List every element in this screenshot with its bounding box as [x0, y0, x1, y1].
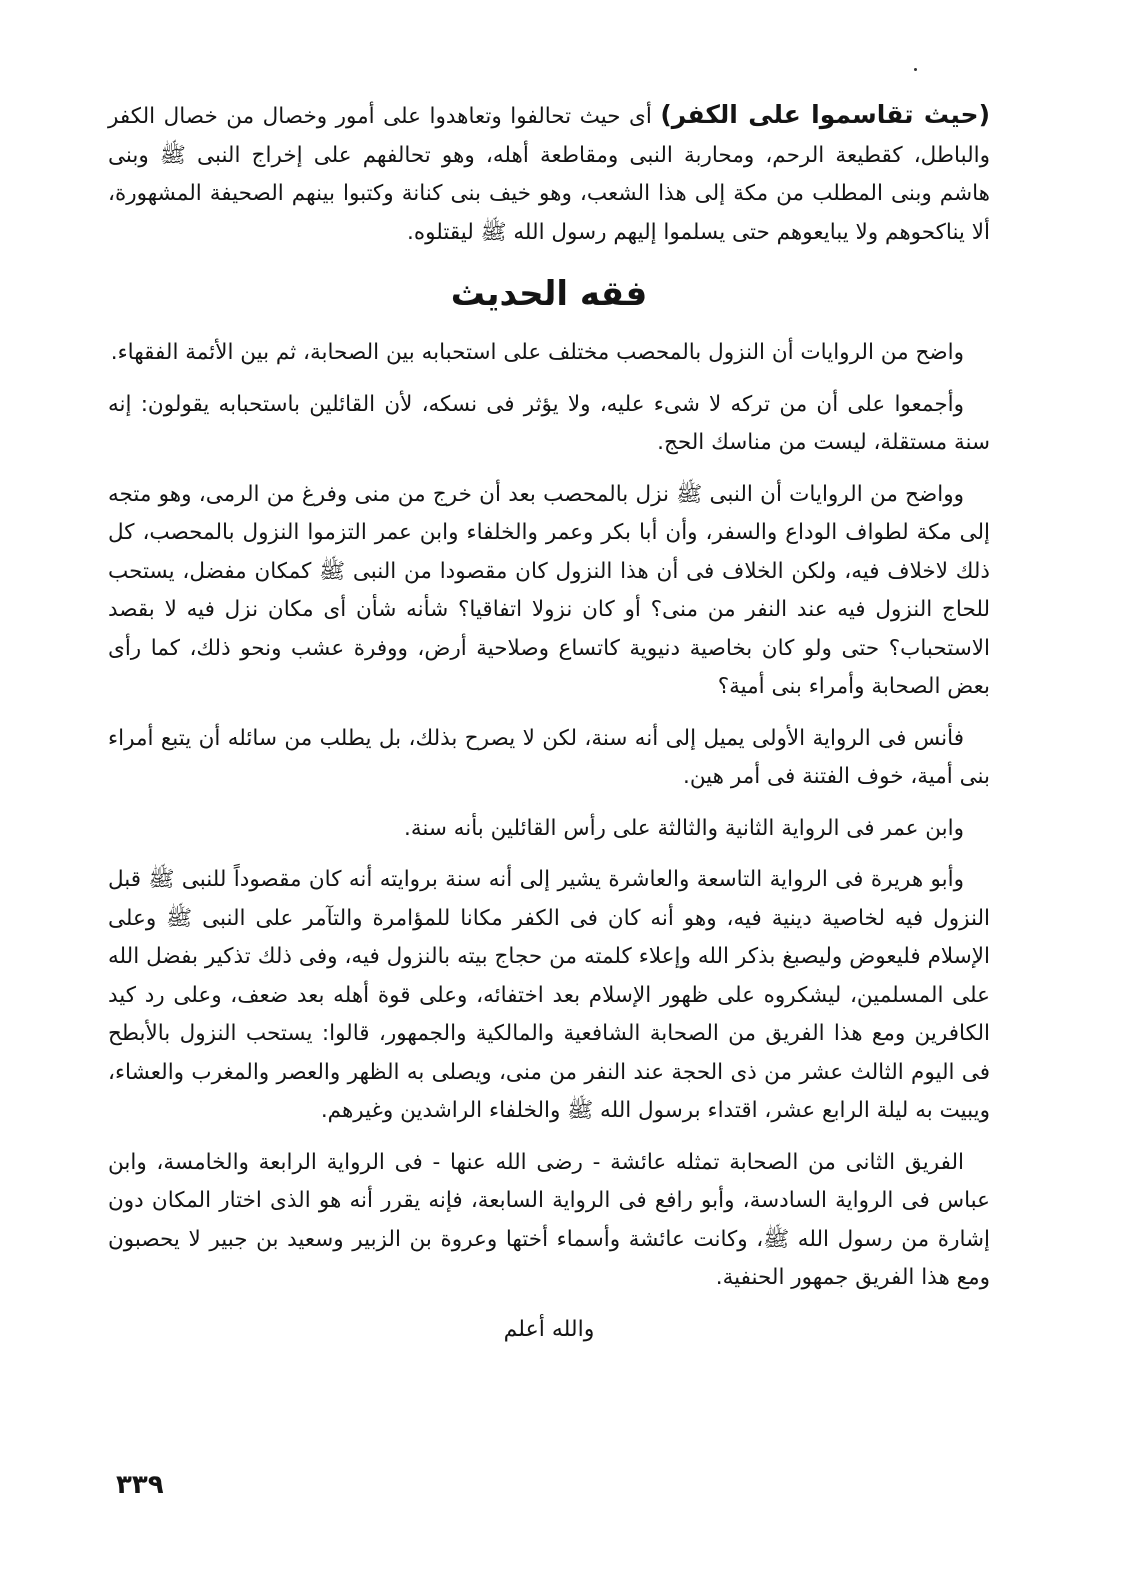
- intro-bold-phrase: (حيث تقاسموا على الكفر): [660, 100, 991, 129]
- paragraph-1: واضح من الروايات أن النزول بالمحصب مختلف على استحبابه بين الصحابة، ثم بين الأئمة الفقهاء.: [110, 340, 964, 365]
- intro-paragraph: [108, 96, 990, 252]
- paragraph-6: وأبو هريرة فى الرواية التاسعة والعاشرة يشير إلى أنه سنة بروايته أنه كان مقصوداً للنبى ﷺ قبل النزول فيه لخاصية دينية فيه، وهو أنه كان فى الكفر مكانا للمؤامرة والتآمر على النبى ﷺ وعلى الإسلام فليعوض وليصبغ بذكر الله وإعلاء كلمته من حجاج بيته بالنزول فيه، وفى ذلك تذكير بفضل الله على المسلمين، ليشكروه على ظهور الإسلام بعد اختفائه، وعلى قوة أهله بعد ضعف، وعلى رد كيد الكافرين ومع هذا الفريق من الصحابة الشافعية والمالكية والجمهور، قالوا: يستحب النزول بالأبطح فى اليوم الثالث عشر من ذى الحجة عند النفر من منى، ويصلى به الظهر والعصر والمغرب والعشاء، ويبيت به ليلة الرابع عشر، اقتداء برسول الله ﷺ والخلفاء الراشدين وغيرهم.: [108, 867, 990, 1123]
- page-number: ٣٣٩: [116, 1470, 164, 1500]
- page-body: [108, 96, 990, 1349]
- paragraph-4: فأنس فى الرواية الأولى يميل إلى أنه سنة، لكن لا يصرح بذلك، بل يطلب من سائله أن يتبع أمراء بنى أمية، خوف الفتنة فى أمر هين.: [108, 725, 990, 789]
- paragraph-3: وواضح من الروايات أن النبى ﷺ نزل بالمحصب بعد أن خرج من منى وفرغ من الرمى، وهو متجه إلى مكة لطواف الوداع والسفر، وأن أبا بكر وعمر والخلفاء وابن عمر التزموا النزول بالمحصب، كل ذلك لاخلاف فيه، ولكن الخلاف فى أن هذا النزول كان مقصودا من النبى ﷺ كمكان مفضل، يستحب للحاج النزول فيه عند النفر من منى؟ أو كان نزولا اتفاقيا؟ شأنه شأن أى مكان نزل فيه لا بقصد الاستحباب؟ حتى ولو كان بخاصية دنيوية كاتساع وصلاحية أرض، ووفرة عشب ونحو ذلك، كما رأى بعض الصحابة وأمراء بنى أمية؟: [108, 481, 990, 699]
- intro-text: أى حيث تحالفوا وتعاهدوا على أمور وخصال من خصال الكفر والباطل، كقطيعة الرحم، ومحاربة النبى ومقاطعة أهله، وهو تحالفهم على إخراج النبى ﷺ وبنى هاشم وبنى المطلب من مكة إلى هذا الشعب، وهو خيف بنى كنانة وكتبوا بينهم الصحيفة المشهورة، ألا يناكحوهم ولا يبايعوهم حتى يسلموا إليهم رسول الله ﷺ ليقتلوه.: [108, 104, 990, 245]
- closing-phrase: والله أعلم: [503, 1316, 595, 1342]
- section-heading: فقه الحديث: [450, 274, 648, 314]
- scan-speck: [914, 68, 917, 71]
- paragraph-7: الفريق الثانى من الصحابة تمثله عائشة - رضى الله عنها - فى الرواية الرابعة والخامسة، وابن عباس فى الرواية السادسة، وأبو رافع فى الرواية السابعة، فإنه يقرر أنه هو الذى اختار المكان دون إشارة من رسول الله ﷺ، وكانت عائشة وأسماء أختها وعروة بن الزبير وسعيد بن جبير لا يحصبون ومع هذا الفريق جمهور الحنفية.: [108, 1149, 990, 1290]
- paragraph-5: وابن عمر فى الرواية الثانية والثالثة على رأس القائلين بأنه سنة.: [404, 815, 964, 841]
- paragraph-2: وأجمعوا على أن من تركه لا شىء عليه، ولا يؤثر فى نسكه، لأن القائلين باستحبابه يقولون: إنه سنة مستقلة، ليست من مناسك الحج.: [108, 391, 990, 455]
